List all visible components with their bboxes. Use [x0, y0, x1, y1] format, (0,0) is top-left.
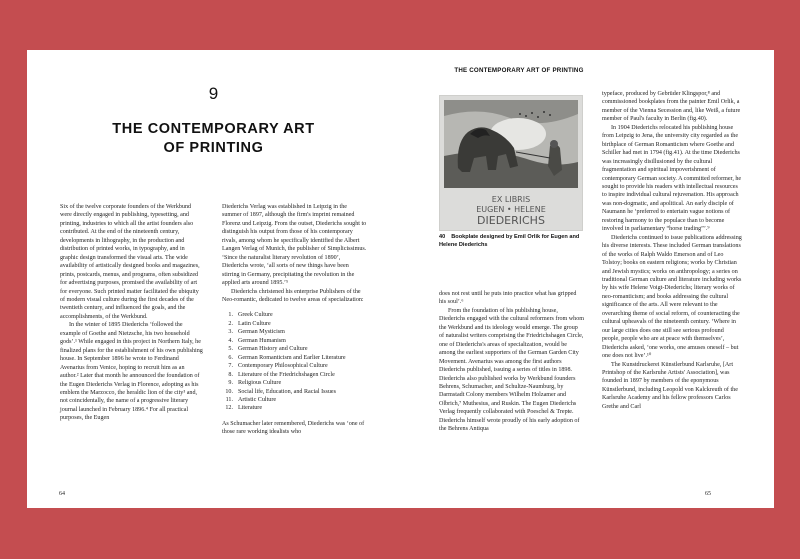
specialization-list-item [222, 388, 367, 396]
figure-number: 40 [439, 234, 446, 240]
paragraph: typeface, produced by Gebrüder Klingspor,⁸ and commissioned bookplates from the painter Emil Orlik, a member of the Vienna Secession and, like Weiß, a future member of Paul's faculty in Berlin (fig.40). [602, 91, 741, 123]
paragraph: Diederichs Verlag was established in Leipzig in the summer of 1897, although the firm's imprint remained Florenz und Leipzig. From the outset, Diederichs sought to distinguish his output from those of his contemporary rivals, among whom he specifically identified the Albert Langen Verlag of Munich, the publisher of Simplicissimus. ‘Since the naturalist literary revolution of 1890’, Diederichs wrote, ‘all sorts of new things have been stirring in Germany, precipitating the revolution in the applied arts around 1895.’⁵ [222, 204, 367, 287]
paragraph: As Schumacher later remembered, Diederichs was ‘one of those rare working idealists who [222, 420, 365, 436]
paragraph: Six of the twelve corporate founders of the Werkbund were directly engaged in publishing, typesetting, and printing, industries to which all the artist founders also contributed. At the end of the nineteenth century, developments in lithography, in the production and distribution of printed works, in typography, and in graphic design transformed the visual arts. The wide availability of artistically designed books and magazines, prints, postcards, menus, and programs, often subsidized for advertising purposes, promised the availability of art for everyone. Such printed matter facilitated the ubiquity of modern visual culture during the first decades of the twentieth century, and influenced the goals, and the accomplishments, of the Werkbund. [60, 204, 200, 320]
list-item-number: 9. [228, 380, 233, 387]
left-page-column-2 [222, 203, 367, 437]
right-page-column-2 [602, 90, 742, 411]
list-item-number: 4. [228, 337, 233, 344]
specialization-list-item [222, 328, 367, 336]
list-item-number: 12. [225, 405, 233, 412]
paragraph: does not rest until he puts into practice what has gripped his soul’.⁶ [439, 291, 577, 306]
running-head: THE CONTEMPORARY ART OF PRINTING [454, 67, 584, 74]
paragraph: The Kunstdruckerei Künstlerbund Karlsruhe, [Art Printshop of the Karlsruhe Artists' Association], was founded in 1897 by members of the eponymous Künstlerbund, including Leopold von Kalckreuth of the Karlsruhe Academy and his fellow professors Carlos Grethe and Carl [602, 361, 738, 410]
ex-libris-text: EX LIBRIS [491, 195, 531, 204]
page-number-left: 64 [59, 491, 65, 497]
chapter-number: 9 [208, 84, 219, 103]
list-item-number: 2. [228, 320, 233, 327]
page-number-right: 65 [705, 491, 711, 497]
list-item-label: German History and Culture [238, 346, 308, 353]
paragraph: Diederichs continued to issue publications addressing his diverse interests. These included German translations of the works of Ralph Waldo Emerson and of Leo Tolstoy; books on eastern religions; works by Christian and Jewish mystics; works on anthropology; a series on traditional German culture and literature including works by his wife Helene Voigt-Diederichs; literary works of neo-romanticism; and books addressing the cultural significance of the arts. All were relevant to the overarching theme of social reform, of counteracting the cultural upheavals of the nineteenth century. ‘Where in our large cities does one still see serious profound people, people who are at peace with themselves’, Diederichs asked, ‘one works, one amuses oneself – but one does not live’.¹⁰ [602, 234, 742, 360]
chapter-title-line-2: OF PRINTING [163, 140, 264, 156]
list-item-number: 6. [228, 354, 233, 361]
specialization-list-item [222, 404, 367, 412]
list-item-label: German Mysticism [238, 329, 285, 336]
bookplate-figure [439, 95, 583, 231]
specialization-list [222, 311, 367, 412]
list-item-number: 3. [228, 329, 233, 336]
list-item-label: Contemporary Philosophical Culture [238, 363, 328, 370]
specialization-list-item [222, 345, 367, 353]
paragraph: Diederichs christened his enterprise Publishers of the Neo-romantic, dedicated to twelve areas of specialization: [222, 288, 364, 303]
list-item-label: Greek Culture [238, 312, 273, 319]
paragraph: From the foundation of his publishing house, Diederichs engaged with the cultural reformers from whom the Werkbund and its ideology would emerge. The group of naturalist writers comprising the Friedrichshagen Circle, one of Diederichs's areas of specialization, would be among the earliest supporters of the German Garden City Movement. Avenarius was among the first authors Diederichs published, issuing a series of titles in 1898. Diederichs also published works by Werkbund founders Behrens, Schumacher, and Schultze-Naumburg, by Darmstadt Colony members Wilhelm Holzamer and Olbrich,⁷ Muthesius, and Ruskin. The Eugen Diederichs Verlag frequently collaborated with Poeschel & Trepte. Diederichs himself wrote proudly of his early adoption of the Behrens Antiqua [439, 307, 585, 433]
specialization-list-item [222, 379, 367, 387]
paragraph: In 1904 Diederichs relocated his publishing house from Leipzig to Jena, the university city regarded as the birthplace of German Romanticism where Goethe and Schiller had met in 1794 (fig.41). At the time Diederichs was increasingly disillusioned by the cultural fragmentation and spiritual impoverishment of contemporary German society. A committed reformer, he sought to provide his readers with intellectual resources to inspire individual cultural rejuvenation. His approach was non-dogmatic, and apolitical. An early disciple of Naumann he ‘preferred to entertain vague notions of restoring harmony to the populace than to become involved in parliamentary “horse trading”’.⁹ [602, 124, 742, 233]
list-item-label: Literature of the Friedrichshagen Circle [238, 371, 335, 378]
book-spread [27, 50, 774, 508]
list-item-label: Social life, Education, and Racial Issues [238, 388, 336, 395]
paragraph: In the winter of 1895 Diederichs ‘followed the example of Goethe and Nietzsche, his two household gods’.¹ While engaged in this project in Northern Italy, he finalized plans for the establishment of his own publishing house. In September 1896 he wrote to Ferdinand Avenarius from Venice, hoping to recruit him as an author.² Later that month he announced the foundation of the Eugen Diederichs Verlag in Florence, adopting as his emblem the Marzocco, the heraldic lion of the city³ and, not coincidentally, the name of a progressive literary journal launched in February 1896.⁴ For all practical purposes, the Eugen [60, 322, 203, 422]
specialization-list-item [222, 396, 367, 404]
owner-names-text: EUGEN • HELENE [476, 205, 546, 214]
list-item-label: Literature [238, 405, 263, 412]
list-item-number: 11. [225, 396, 233, 403]
figure-caption [439, 234, 589, 249]
specialization-list-item [222, 311, 367, 319]
list-item-label: Religious Culture [238, 380, 282, 387]
list-item-label: Artistic Culture [238, 396, 277, 403]
right-page-column-1 [439, 290, 584, 434]
list-item-label: German Romanticism and Earlier Literature [238, 354, 346, 361]
left-page-column-1 [60, 203, 203, 423]
specialization-list-item [222, 362, 367, 370]
specialization-list-item [222, 320, 367, 328]
chapter-title [27, 120, 400, 158]
list-item-number: 8. [228, 371, 233, 378]
list-item-label: German Humanism [238, 337, 286, 344]
surname-text: DIEDERICHS [477, 214, 545, 227]
list-item-number: 7. [228, 363, 233, 370]
specialization-list-item [222, 337, 367, 345]
specialization-list-item [222, 354, 367, 362]
caption-text: Bookplate designed by Emil Orlik for Eugen and Helene Diederichs [439, 234, 580, 248]
list-item-label: Latin Culture [238, 320, 271, 327]
specialization-list-item [222, 371, 367, 379]
list-item-number: 10. [225, 388, 233, 395]
bookplate-illustration [440, 96, 582, 230]
list-item-number: 5. [228, 346, 233, 353]
list-item-number: 1. [228, 312, 233, 319]
chapter-title-line-1: THE CONTEMPORARY ART [112, 121, 315, 137]
